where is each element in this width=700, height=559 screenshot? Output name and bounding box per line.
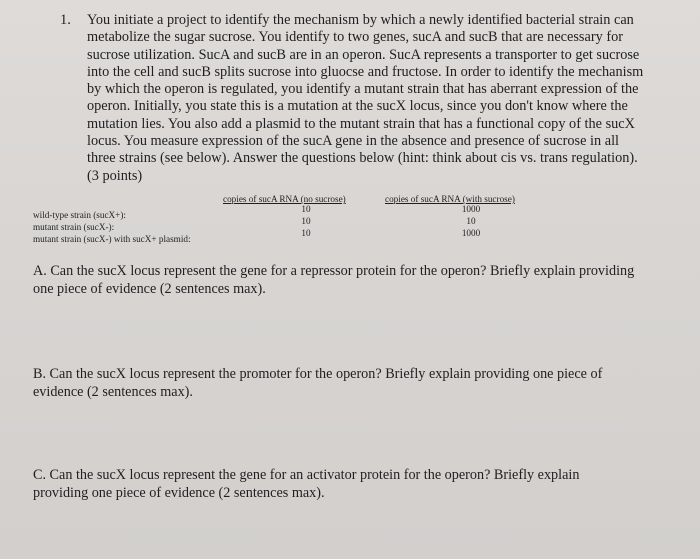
intro-line: You initiate a project to identify the mechanism by which a newly identified bacterial strain can [87,12,634,28]
question-text: evidence (2 sentences max). [33,383,193,400]
question-text: one piece of evidence (2 sentences max). [33,280,266,297]
question-text: B. Can the sucX locus represent the promoter for the operon? Briefly explain providing one piece of [33,366,603,382]
intro-line: by which the operon is regulated, you identify a mutant strain that has aberrant expression of the [87,81,639,98]
column-header-no-sucrose: copies of sucA RNA (no sucrose) [223,194,346,204]
row-label: mutant strain (sucX-) with sucX+ plasmid: [33,234,191,244]
expression-table [33,194,593,246]
row-label: mutant strain (sucX-): [33,222,115,232]
table-cell: 10 [466,216,476,226]
intro-line: mutation lies. You also add a plasmid to the mutant strain that has a functional copy of the sucX [87,115,635,132]
question-part-b [33,366,673,401]
row-label: wild-type strain (sucX+): [33,210,126,220]
table-cell: 10 [301,204,311,214]
table-cell: 1000 [461,228,481,238]
question-text: C. Can the sucX locus represent the gene for an activator protein for the operon? Briefly explain [33,467,580,483]
intro-line: into the cell and sucB splits sucrose into gluocse and fructose. In order to identify the mechanism [87,63,644,80]
question-part-c [33,467,673,502]
intro-line: locus. You measure expression of the sucA gene in the absence and presence of sucrose in all [87,133,620,150]
intro-line: metabolize the sugar sucrose. You identify to two genes, sucA and sucB that are necessary for [87,29,623,46]
table-cell: 10 [301,228,311,238]
intro-line: sucrose utilization. SucA and sucB are in an operon. SucA represents a transporter to get sucrose [87,46,640,63]
table-cell: 1000 [461,204,481,214]
question-intro [87,12,667,185]
intro-line: operon. Initially, you state this is a mutation at the sucX locus, since you don't know where the [87,98,628,115]
column-header-with-sucrose: copies of sucA RNA (with sucrose) [385,194,515,204]
intro-line: three strains (see below). Answer the questions below (hint: think about cis vs. trans regulation). [87,150,638,167]
intro-line: (3 points) [87,167,143,184]
question-text: A. Can the sucX locus represent the gene for a repressor protein for the operon? Briefly explain providing [33,263,635,279]
question-text: providing one piece of evidence (2 sentences max). [33,484,325,501]
question-number: 1. [60,12,71,28]
table-cell: 10 [301,216,311,226]
question-part-a [33,263,673,298]
